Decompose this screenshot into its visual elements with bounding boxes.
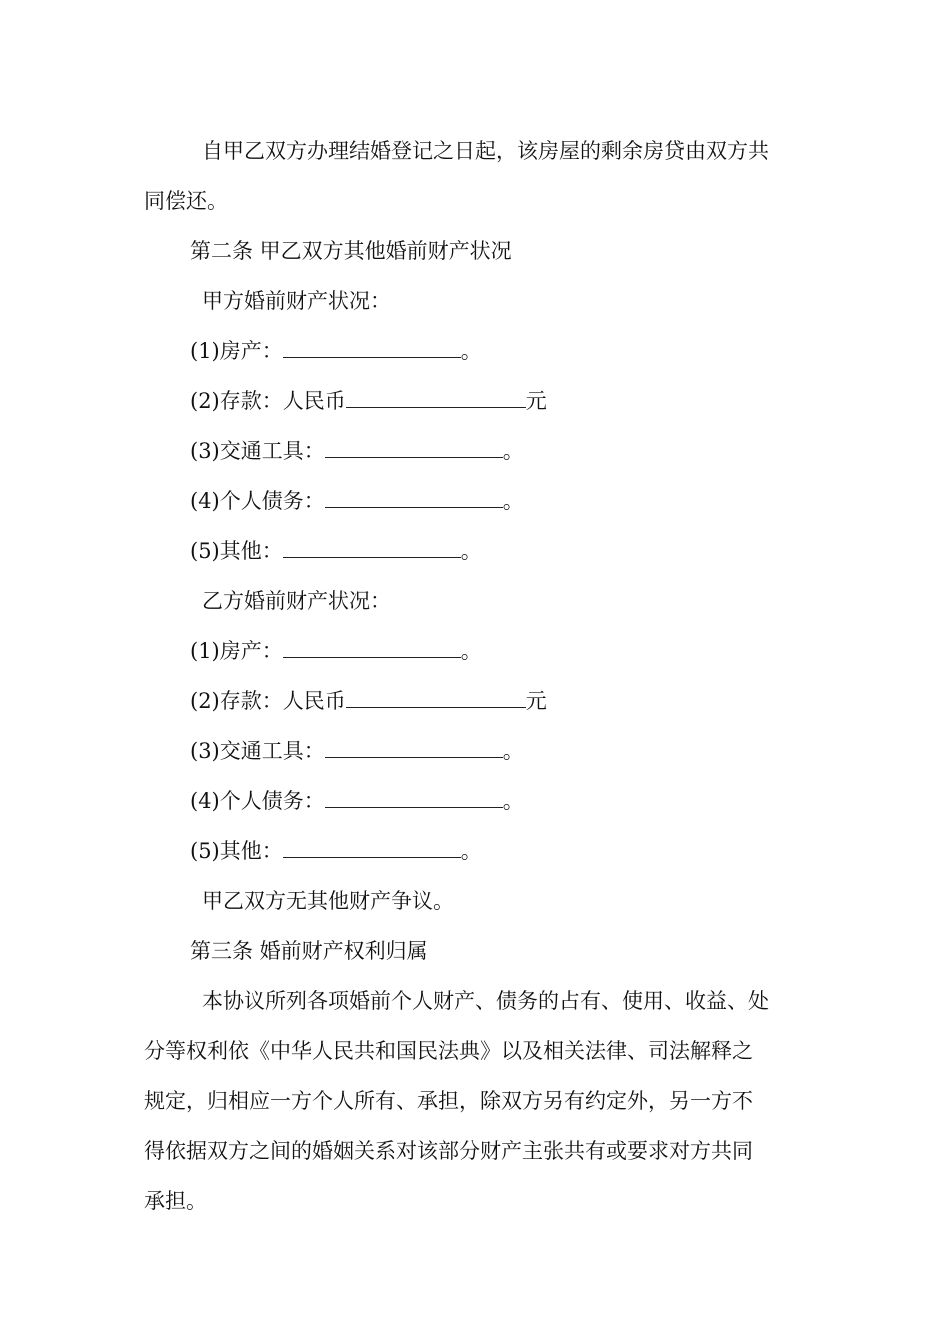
item-label: (4)个人债务： <box>190 489 325 513</box>
fill-in-blank <box>346 388 526 408</box>
list-item <box>190 386 547 416</box>
item-suffix: 。 <box>460 839 482 863</box>
paragraph-line: 规定，归相应一方个人所有、承担，除双方另有约定外，另一方不 <box>144 1089 753 1113</box>
item-label: (3)交通工具： <box>190 439 325 463</box>
list-item <box>190 536 482 566</box>
item-suffix: 。 <box>460 539 482 563</box>
list-item <box>190 436 524 466</box>
paragraph-line: 自甲乙双方办理结婚登记之日起，该房屋的剩余房贷由双方共 <box>202 139 769 163</box>
paragraph-line: 同偿还。 <box>144 189 228 213</box>
fill-in-blank <box>283 338 461 358</box>
fill-in-blank <box>325 788 503 808</box>
list-item <box>190 786 524 816</box>
fill-in-blank <box>283 638 461 658</box>
paragraph-line: 得依据双方之间的婚姻关系对该部分财产主张共有或要求对方共同 <box>144 1139 753 1163</box>
item-label: (3)交通工具： <box>190 739 325 763</box>
paragraph-line: 分等权利依《中华人民共和国民法典》以及相关法律、司法解释之 <box>144 1039 753 1063</box>
paragraph-line: 本协议所列各项婚前个人财产、债务的占有、使用、收益、处 <box>202 989 769 1013</box>
fill-in-blank <box>346 688 526 708</box>
article-heading: 第二条 甲乙双方其他婚前财产状况 <box>190 239 512 263</box>
item-label: (1)房产： <box>190 639 283 663</box>
fill-in-blank <box>283 538 461 558</box>
fill-in-blank <box>325 738 503 758</box>
item-label: (5)其他： <box>190 839 283 863</box>
item-suffix: 。 <box>502 739 524 763</box>
item-label: (2)存款：人民币 <box>190 389 346 413</box>
fill-in-blank <box>325 438 503 458</box>
list-item <box>190 836 482 866</box>
item-label: (4)个人债务： <box>190 789 325 813</box>
item-suffix: 。 <box>502 789 524 813</box>
paragraph-line: 甲乙双方无其他财产争议。 <box>202 889 454 913</box>
item-suffix: 。 <box>460 639 482 663</box>
list-item <box>190 486 524 516</box>
item-suffix: 元 <box>525 689 547 713</box>
fill-in-blank <box>325 488 503 508</box>
item-suffix: 元 <box>525 389 547 413</box>
list-item <box>190 336 482 366</box>
list-item <box>190 686 547 716</box>
article-heading: 第三条 婚前财产权利归属 <box>190 939 428 963</box>
item-suffix: 。 <box>502 489 524 513</box>
item-suffix: 。 <box>460 339 482 363</box>
section-heading: 乙方婚前财产状况： <box>202 589 391 613</box>
item-label: (1)房产： <box>190 339 283 363</box>
list-item <box>190 636 482 666</box>
paragraph-line: 承担。 <box>144 1189 207 1213</box>
fill-in-blank <box>283 838 461 858</box>
item-suffix: 。 <box>502 439 524 463</box>
list-item <box>190 736 524 766</box>
item-label: (2)存款：人民币 <box>190 689 346 713</box>
section-heading: 甲方婚前财产状况： <box>202 289 391 313</box>
item-label: (5)其他： <box>190 539 283 563</box>
